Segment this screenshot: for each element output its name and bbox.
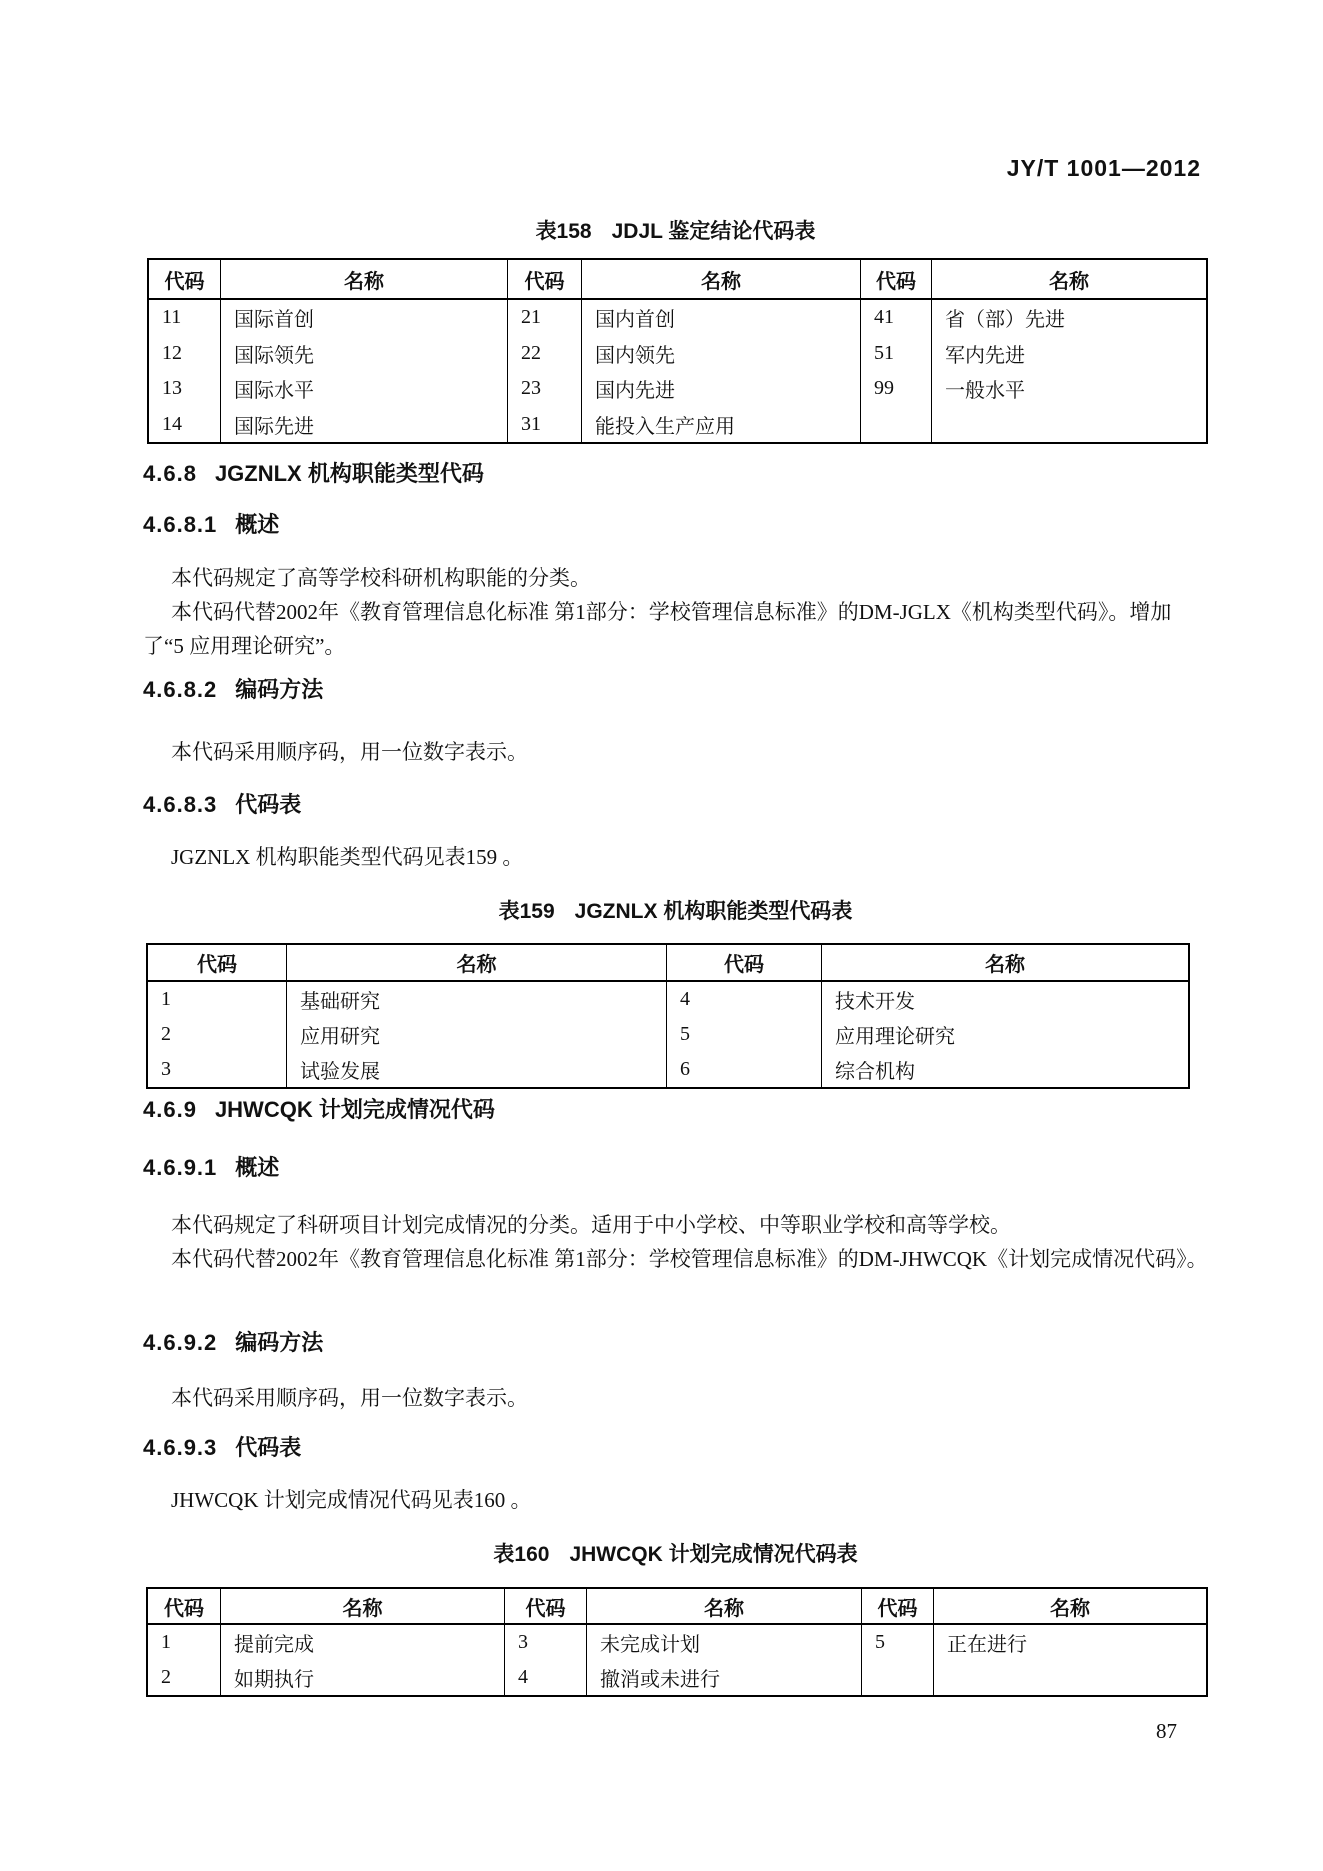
section-heading-4-6-9 (143, 1096, 495, 1124)
section-number: 4.6.9.3 (143, 1435, 218, 1460)
column-header: 代码 (148, 945, 287, 982)
section-4-6-9-2-body (143, 1381, 1208, 1415)
table-cell: 31 (508, 407, 582, 443)
section-heading-4-6-9-1 (143, 1154, 279, 1182)
table-cell: 国际首创 (221, 300, 508, 336)
section-4-6-9-3-body (143, 1483, 1208, 1517)
paragraph: 本代码规定了高等学校科研机构职能的分类。 (171, 566, 591, 590)
table-cell: 国内先进 (582, 371, 861, 407)
section-title: JGZNLX 机构职能类型代码 (214, 461, 484, 486)
section-4-6-8-1-body (143, 561, 1208, 663)
table-cell: 应用理论研究 (835, 1026, 955, 1048)
table-cell: 41 (861, 300, 932, 336)
section-heading-4-6-8-1 (143, 511, 279, 539)
section-heading-4-6-9-3 (143, 1434, 301, 1462)
paragraph: JHWCQK 计划完成情况代码见表160 。 (171, 1488, 532, 1512)
table-cell: 撤消或未进行 (587, 1660, 862, 1695)
section-heading-4-6-8-2 (143, 676, 323, 704)
table-cell: 试验发展 (287, 1052, 667, 1087)
table-cell: 如期执行 (221, 1660, 505, 1695)
table-cell: 99 (861, 371, 932, 407)
table-cell: 6 (667, 1052, 822, 1087)
section-title: 代码表 (235, 1435, 302, 1460)
table-cell: 11 (149, 300, 221, 336)
table-159-number: 表159 (498, 900, 555, 923)
table-cell: 国际水平 (221, 371, 508, 407)
section-title: 编码方法 (235, 677, 324, 702)
table-cell: 4 (667, 982, 822, 1017)
section-number: 4.6.8.2 (143, 677, 218, 702)
table-cell: 综合机构 (835, 1061, 915, 1083)
table-cell: 14 (149, 407, 221, 443)
column-header: 代码 (667, 945, 822, 982)
column-header: 名称 (587, 1589, 862, 1625)
section-number: 4.6.8 (143, 461, 197, 486)
table-cell (862, 1660, 934, 1695)
table-160-title (143, 1538, 1208, 1568)
table-cell (932, 407, 1206, 443)
paragraph: 本代码代替2002年《教育管理信息化标准 第1部分：学校管理信息标准》的DM-JGLX《机构类型代码》。增加了“5 应用理论研究”。 (143, 600, 1172, 658)
column-header: 名称 (221, 260, 508, 300)
table-cell: 13 (149, 371, 221, 407)
column-header: 名称 (934, 1589, 1206, 1625)
table-159 (146, 943, 1190, 1089)
section-4-6-8-3-body (143, 840, 1208, 874)
table-cell: 5 (667, 1017, 822, 1052)
table-cell: 51 (861, 336, 932, 372)
table-cell (934, 1660, 1206, 1695)
table-cell: 基础研究 (287, 982, 667, 1017)
section-heading-4-6-8-3 (143, 791, 301, 819)
paragraph: JGZNLX 机构职能类型代码见表159 。 (171, 845, 524, 869)
section-title: 概述 (235, 512, 280, 537)
table-cell: 22 (508, 336, 582, 372)
column-header: 代码 (505, 1589, 587, 1625)
table-cell: 军内先进 (945, 344, 1025, 367)
section-title: 概述 (235, 1155, 280, 1180)
section-title: 编码方法 (235, 1330, 324, 1355)
table-cell: 能投入生产应用 (582, 407, 861, 443)
table-cell: 21 (508, 300, 582, 336)
column-header: 名称 (221, 1589, 505, 1625)
section-number: 4.6.8.1 (143, 512, 218, 537)
section-4-6-9-1-body (143, 1208, 1208, 1276)
table-cell: 提前完成 (221, 1625, 505, 1660)
table-160 (146, 1587, 1208, 1697)
section-number: 4.6.8.3 (143, 792, 218, 817)
section-heading-4-6-9-2 (143, 1329, 323, 1357)
table-cell: 2 (148, 1017, 287, 1052)
table-cell: 3 (505, 1625, 587, 1660)
section-number: 4.6.9.2 (143, 1330, 218, 1355)
table-cell: 国际先进 (221, 407, 508, 443)
table-cell: 1 (148, 1625, 221, 1660)
column-header: 名称 (932, 260, 1206, 300)
table-cell: 5 (862, 1625, 934, 1660)
table-cell: 4 (505, 1660, 587, 1695)
table-158-number: 表158 (535, 220, 592, 243)
page-number: 87 (1156, 1719, 1177, 1743)
table-159-caption: JGZNLX 机构职能类型代码表 (574, 900, 853, 923)
column-header: 代码 (149, 260, 221, 300)
paragraph: 本代码代替2002年《教育管理信息化标准 第1部分：学校管理信息标准》的DM-JHWCQK《计划完成情况代码》。 (171, 1247, 1208, 1271)
table-cell: 3 (148, 1052, 287, 1087)
table-cell: 一般水平 (945, 380, 1025, 403)
table-158-caption: JDJL 鉴定结论代码表 (611, 220, 816, 243)
paragraph: 本代码采用顺序码，用一位数字表示。 (171, 740, 528, 764)
table-cell: 应用研究 (287, 1017, 667, 1052)
section-title: 代码表 (235, 792, 302, 817)
table-160-caption: JHWCQK 计划完成情况代码表 (569, 1543, 858, 1566)
table-158-title (143, 215, 1208, 245)
column-header: 代码 (508, 260, 582, 300)
table-cell: 未完成计划 (587, 1625, 862, 1660)
column-header: 代码 (861, 260, 932, 300)
column-header: 代码 (148, 1589, 221, 1625)
table-158 (147, 258, 1208, 444)
table-cell: 技术开发 (835, 991, 915, 1013)
table-cell: 国际领先 (221, 336, 508, 372)
section-number: 4.6.9.1 (143, 1155, 218, 1180)
table-cell: 正在进行 (947, 1634, 1027, 1656)
section-title: JHWCQK 计划完成情况代码 (214, 1097, 495, 1122)
table-cell: 2 (148, 1660, 221, 1695)
section-heading-4-6-8 (143, 460, 484, 488)
column-header: 名称 (582, 260, 861, 300)
table-160-number: 表160 (493, 1543, 550, 1566)
table-cell: 国内首创 (582, 300, 861, 336)
paragraph: 本代码采用顺序码，用一位数字表示。 (171, 1386, 528, 1410)
section-4-6-8-2-body (143, 735, 1208, 769)
section-number: 4.6.9 (143, 1097, 197, 1122)
column-header: 名称 (822, 945, 1188, 982)
table-159-title (143, 895, 1208, 925)
standard-code-header: JY/T 1001—2012 (1006, 155, 1201, 181)
table-cell: 1 (148, 982, 287, 1017)
column-header: 名称 (287, 945, 667, 982)
table-cell: 12 (149, 336, 221, 372)
table-cell: 23 (508, 371, 582, 407)
table-cell: 国内领先 (582, 336, 861, 372)
table-cell (861, 407, 932, 443)
paragraph: 本代码规定了科研项目计划完成情况的分类。适用于中小学校、中等职业学校和高等学校。 (171, 1213, 1011, 1237)
table-cell: 省（部）先进 (945, 309, 1065, 332)
column-header: 代码 (862, 1589, 934, 1625)
